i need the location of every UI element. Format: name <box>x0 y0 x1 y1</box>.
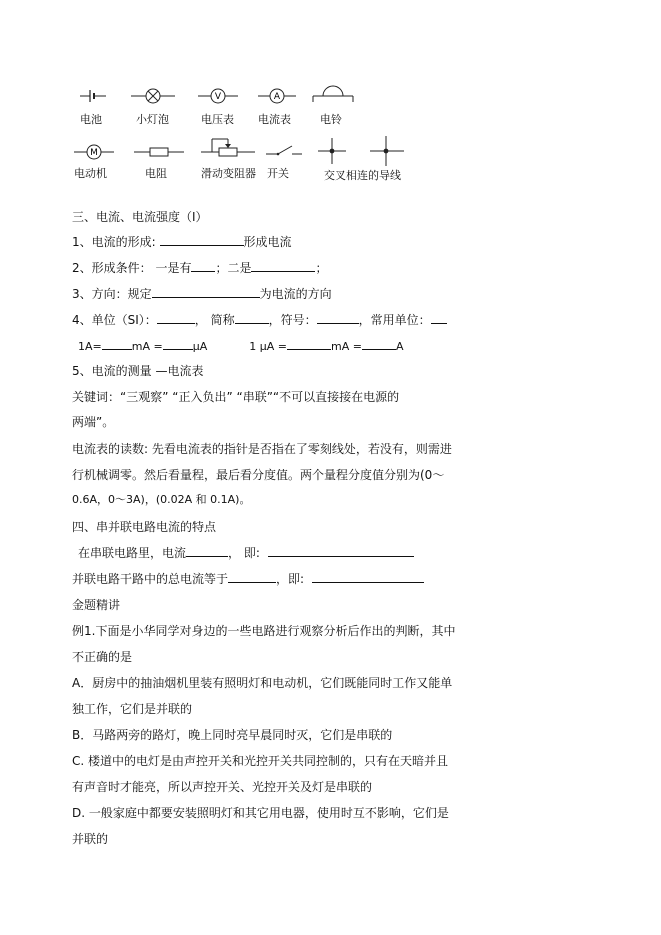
blank-formation[interactable] <box>160 233 244 246</box>
conditions-line: 2、形成条件： 一是有 ；二是 ； <box>72 261 328 275</box>
rheostat-label: 滑动变阻器 <box>201 167 256 180</box>
lamp-label: 小灯泡 <box>136 113 169 126</box>
option-d-line-1: D. 一般家庭中都要安装照明灯和其它用电器，使用时互不影响，它们是 <box>72 806 449 820</box>
direction-line: 3、方向：规定 为电流的方向 <box>72 287 332 301</box>
question-line-2: 不正确的是 <box>72 650 133 664</box>
option-a-line-2: 独工作，它们是并联的 <box>72 702 193 716</box>
blank-conv-ua[interactable] <box>163 337 193 350</box>
blank-conv-ma[interactable] <box>102 337 132 350</box>
option-c-line-1: C. 楼道中的电灯是由声控开关和光控开关共同控制的，只有在天暗并且 <box>72 754 449 768</box>
ammeter-label: 电流表 <box>258 113 291 126</box>
resistor-label: 电阻 <box>145 167 167 180</box>
blank-series-formula[interactable] <box>268 544 414 557</box>
reading-line-2: 行机械调零。然后看量程，最后看分度值。两个量程分度值分别为(0～ <box>72 468 445 482</box>
switch-label: 开关 <box>267 167 289 180</box>
exercise-heading: 金题精讲 <box>72 598 121 612</box>
motor-label: 电动机 <box>74 167 107 180</box>
blank-condition-1[interactable] <box>191 259 215 272</box>
blank-conv2-a[interactable] <box>362 337 396 350</box>
rheostat-symbol <box>201 136 255 158</box>
option-b-line: B．马路两旁的路灯，晚上同时亮早晨同时灭，它们是串联的 <box>72 728 393 742</box>
voltmeter-symbol <box>198 88 238 104</box>
blank-series-current[interactable] <box>186 544 228 557</box>
blank-common-unit[interactable] <box>431 311 447 324</box>
unit-line: 4、单位（SI）： ， 简称 ，符号： ，常用单位： <box>72 311 447 328</box>
option-a-line-1: A．厨房中的抽油烟机里装有照明灯和电动机，它们既能同时工作又能单 <box>72 676 453 690</box>
section3-title: 三、电流、电流强度（I） <box>72 210 208 224</box>
option-c-line-2: 有声音时才能亮，所以声控开关、光控开关及灯是串联的 <box>72 780 373 794</box>
blank-unit[interactable] <box>157 311 195 324</box>
lamp-symbol <box>131 88 175 104</box>
battery-label: 电池 <box>80 113 102 126</box>
question-line-1: 例1.下面是小华同学对身边的一些电路进行观察分析后作出的判断，其中 <box>72 624 456 638</box>
reading-line-3: 0.6A，0～3A)，(0.02A 和 0.1A)。 <box>72 493 251 506</box>
current-formation-line: 1、电流的形成: 形成电流 <box>72 235 292 249</box>
section4-title: 四、串并联电路电流的特点 <box>72 520 217 534</box>
motor-symbol <box>74 144 114 160</box>
reading-line-1: 电流表的读数: 先看电流表的指针是否指在了零刻线处，若没有，则需进 <box>72 442 452 456</box>
battery-symbol <box>80 88 106 104</box>
conversion-line: 1A= mA = μA 1 μA = mA = A <box>72 337 403 353</box>
voltmeter-label: 电压表 <box>201 113 234 126</box>
blank-parallel-formula[interactable] <box>312 570 424 583</box>
blank-symbol[interactable] <box>317 311 359 324</box>
bell-label: 电铃 <box>320 113 342 126</box>
resistor-symbol <box>134 146 184 158</box>
measurement-heading: 5、电流的测量 —电流表 <box>72 364 204 378</box>
motor-glyph: M <box>90 148 98 158</box>
blank-parallel-total[interactable] <box>228 570 276 583</box>
voltmeter-glyph: V <box>214 92 222 102</box>
keywords-line-2: 两端”。 <box>72 415 115 429</box>
blank-direction[interactable] <box>152 285 260 298</box>
bell-symbol <box>313 84 353 102</box>
ammeter-glyph: A <box>273 92 281 102</box>
keywords-line-1: 关键词：“三观察” “正入负出” “串联”“不可以直接接在电源的 <box>72 390 400 404</box>
series-current-line: 在串联电路里，电流 ， 即: <box>72 544 414 561</box>
blank-condition-2[interactable] <box>251 259 315 272</box>
parallel-current-line: 并联电路干路中的总电流等于 ，即: <box>72 570 424 587</box>
option-d-line-2: 并联的 <box>72 832 109 846</box>
ammeter-symbol <box>258 88 296 104</box>
blank-short-name[interactable] <box>235 311 269 324</box>
crossing-wires-label: 交叉相连的导线 <box>324 169 401 182</box>
switch-symbol <box>266 144 302 158</box>
blank-conv2-ma[interactable] <box>287 337 331 350</box>
crossing-wires-symbol <box>318 134 408 168</box>
